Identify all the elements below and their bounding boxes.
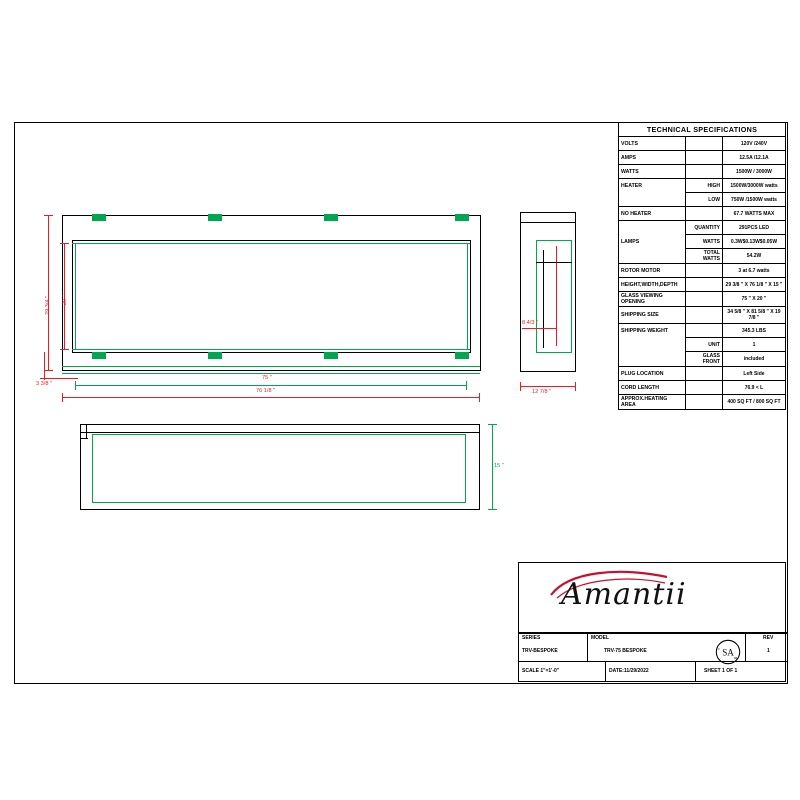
plan-view-outline-top — [80, 424, 480, 425]
table-row — [619, 352, 786, 367]
spec-value: 54.2W — [722, 249, 785, 264]
date-label: DATE:11/29/2022 — [609, 668, 649, 674]
table-row — [619, 193, 786, 207]
spec-value: 0.3W$0.13W$0.05W — [722, 235, 785, 249]
dim-front-width-outer: 76 1/8 " — [256, 388, 276, 394]
table-row — [619, 151, 786, 165]
spec-value: 1 — [722, 338, 785, 352]
dim-tick-e2 — [479, 393, 480, 402]
spec-label: HEATER — [619, 179, 686, 193]
spec-sub — [686, 367, 723, 381]
spec-label: ROTOR MOTOR — [619, 264, 686, 278]
spec-sub: GLASS FRONT — [686, 352, 723, 367]
table-row — [619, 292, 786, 307]
plan-inner-right — [465, 434, 466, 503]
dim-line-front-width-outer — [62, 397, 480, 398]
dim-tick-d1 — [75, 381, 76, 390]
plan-inner-bottom — [92, 502, 466, 503]
spec-value: Left Side — [722, 367, 785, 381]
spec-value: 12.5A /12.1A — [722, 151, 785, 165]
side-view-outline-right — [575, 212, 576, 372]
technical-specifications-table — [618, 122, 786, 410]
dim-front-width-inner: 75 " — [262, 375, 272, 381]
spec-sub — [686, 137, 723, 151]
table-row — [619, 165, 786, 179]
front-view-opening-top — [72, 240, 470, 241]
spec-label: VOLTS — [619, 137, 686, 151]
bracket-bottom-4 — [455, 352, 469, 359]
spec-label: HEIGHT,WIDTH,DEPTH — [619, 278, 686, 292]
dim-tick-g1 — [488, 424, 497, 425]
table-row — [619, 137, 786, 151]
dim-line-front-height-outer — [48, 215, 49, 371]
front-view-outline-top — [62, 215, 480, 216]
dim-tick-a2 — [44, 370, 53, 371]
spec-label: SHIPPING SIZE — [619, 307, 686, 324]
dim-tick-f2 — [575, 382, 576, 391]
spec-sub — [686, 151, 723, 165]
spec-value: 400 SQ FT / 800 SQ FT — [722, 395, 785, 410]
spec-value: 750W /1500W watts — [722, 193, 785, 207]
spec-sub: TOTAL WATTS — [686, 249, 723, 264]
side-view-top-flange — [520, 222, 576, 223]
spec-value: 345.3 LBS — [722, 324, 785, 338]
side-center-line — [556, 246, 557, 346]
brand-logo-area — [519, 563, 787, 633]
spec-sub — [686, 264, 723, 278]
table-row — [619, 179, 786, 193]
bracket-bottom-3 — [324, 352, 338, 359]
spec-value: 291PCS LED — [722, 221, 785, 235]
dim-line-side-depth-outer — [520, 386, 576, 387]
svg-text:us: us — [733, 656, 738, 661]
spec-table-header: TECHNICAL SPECIFICATIONS — [619, 123, 786, 137]
spec-sub — [686, 395, 723, 410]
front-view-outline-right — [480, 215, 481, 371]
glass-edge-left — [75, 243, 76, 350]
plan-inner-top — [92, 434, 466, 435]
table-row — [619, 381, 786, 395]
spec-value: 1500W/3000W watts — [722, 179, 785, 193]
spec-label: SHIPPING WEIGHT — [619, 324, 686, 338]
dim-side-depth-inner: 8 4/3 " — [522, 320, 538, 326]
bracket-top-4 — [455, 214, 469, 221]
dim-tick-g2 — [488, 509, 497, 510]
spec-sub — [686, 324, 723, 338]
spec-label — [619, 352, 686, 367]
front-view-outline-left — [62, 215, 63, 371]
spec-value: 76.9 < L — [722, 381, 785, 395]
plan-view-outline-right — [479, 424, 480, 510]
dim-tick-b2 — [60, 349, 69, 350]
dim-tick-b1 — [60, 243, 69, 244]
side-view-outline-top — [520, 212, 576, 213]
front-base-green-line-2 — [62, 373, 480, 374]
table-row — [619, 367, 786, 381]
side-inner-right — [571, 240, 572, 353]
plan-view-outline-left — [80, 424, 81, 510]
side-view-outline-bottom — [520, 371, 576, 372]
glass-edge-bottom — [72, 349, 470, 350]
dim-line-plan-height — [492, 424, 493, 510]
dim-plan-height: 15 " — [494, 463, 504, 469]
plan-left-notch — [86, 424, 87, 438]
spec-sub — [686, 207, 723, 221]
dim-tick-e1 — [62, 393, 63, 402]
side-glass-line — [543, 250, 544, 348]
spec-label: AMPS — [619, 151, 686, 165]
spec-label: NO HEATER — [619, 207, 686, 221]
dim-side-depth-outer: 12 7/8 " — [532, 389, 552, 395]
spec-value: 67.7 WATTS MAX — [722, 207, 785, 221]
front-view-opening-left — [72, 240, 73, 353]
spec-label: LAMPS — [619, 235, 686, 249]
spec-label: CORD LENGTH — [619, 381, 686, 395]
plan-left-notch-2 — [80, 438, 88, 439]
model-label: MODEL — [591, 635, 610, 641]
rev-value: 1 — [767, 648, 770, 654]
front-view-opening-bottom — [72, 352, 470, 353]
bracket-bottom-1 — [92, 352, 106, 359]
series-label: SERIES — [522, 635, 541, 641]
glass-edge-right — [467, 243, 468, 350]
front-base-green-line — [62, 366, 480, 367]
spec-label: APPROX.HEATING AREA — [619, 395, 686, 410]
table-row — [619, 338, 786, 352]
front-view-opening-right — [470, 240, 471, 353]
dim-line-side-depth-inner — [522, 328, 556, 329]
spec-value: 34 5/8 " X 81 5/8 " X 19 7/8 " — [722, 307, 785, 324]
title-block — [518, 562, 786, 682]
spec-value: 29 3/8 " X 76 1/8 " X 15 " — [722, 278, 785, 292]
table-row — [619, 235, 786, 249]
spec-value: 75 " X 20 " — [722, 292, 785, 307]
table-row — [619, 221, 786, 235]
dim-line-front-width-inner — [75, 385, 467, 386]
spec-label — [619, 338, 686, 352]
bracket-top-1 — [92, 214, 106, 221]
model-value: TRV-75 BESPOKE — [604, 648, 647, 654]
dim-tick-d2 — [466, 381, 467, 390]
table-row — [619, 395, 786, 410]
spec-value: 3 at 6.7 watts — [722, 264, 785, 278]
spec-sub: HIGH — [686, 179, 723, 193]
plan-view-flange — [80, 432, 480, 433]
sheet-label: SHEET 1 OF 1 — [704, 668, 738, 674]
plan-view-outline-bottom — [80, 509, 480, 510]
table-row — [619, 264, 786, 278]
spec-sub — [686, 381, 723, 395]
side-inner-top — [536, 240, 572, 241]
spec-sub — [686, 292, 723, 307]
dim-front-height-outer: 29 3/4 " — [45, 295, 51, 315]
spec-sub: WATTS — [686, 235, 723, 249]
dim-front-height-inner: 20 " — [62, 295, 68, 305]
spec-value: 1500W / 3000W — [722, 165, 785, 179]
brand-wordmark: Amantii — [561, 577, 687, 612]
spec-label: PLUG LOCATION — [619, 367, 686, 381]
side-inner-left — [536, 240, 537, 353]
spec-label: WATTS — [619, 165, 686, 179]
dim-tick-f1 — [520, 382, 521, 391]
spec-sub: LOW — [686, 193, 723, 207]
spec-sub — [686, 307, 723, 324]
spec-header-row — [619, 123, 786, 137]
spec-sub: QUANTITY — [686, 221, 723, 235]
svg-text:c: c — [718, 647, 720, 652]
rev-label: REV — [763, 635, 774, 641]
table-row — [619, 249, 786, 264]
svg-text:SA: SA — [722, 647, 734, 658]
dim-ext-c1 — [44, 352, 45, 380]
spec-value: 120V /240V — [722, 137, 785, 151]
side-inner-bottom — [536, 352, 572, 353]
front-view-outline-bottom — [62, 370, 480, 371]
side-shelf-line — [536, 262, 572, 263]
spec-sub — [686, 165, 723, 179]
table-row — [619, 278, 786, 292]
spec-label — [619, 193, 686, 207]
table-row — [619, 324, 786, 338]
series-value: TRV-BESPOKE — [522, 648, 558, 654]
dim-line-front-bottom-offset — [40, 378, 78, 379]
spec-label — [619, 249, 686, 264]
table-row — [619, 207, 786, 221]
bracket-top-3 — [324, 214, 338, 221]
table-row — [619, 307, 786, 324]
plan-inner-left — [92, 434, 93, 503]
side-view-outline-left — [520, 212, 521, 372]
spec-label: GLASS VIEWING OPENING — [619, 292, 686, 307]
spec-label — [619, 221, 686, 235]
bracket-top-2 — [208, 214, 222, 221]
scale-label: SCALE 1"=1'-0" — [522, 668, 560, 674]
spec-value: included — [722, 352, 785, 367]
spec-sub: UNIT — [686, 338, 723, 352]
bracket-bottom-2 — [208, 352, 222, 359]
spec-sub — [686, 278, 723, 292]
glass-edge-top — [72, 243, 470, 244]
dim-tick-a1 — [44, 215, 53, 216]
dim-front-bottom-offset: 3 3/8 " — [36, 381, 52, 387]
